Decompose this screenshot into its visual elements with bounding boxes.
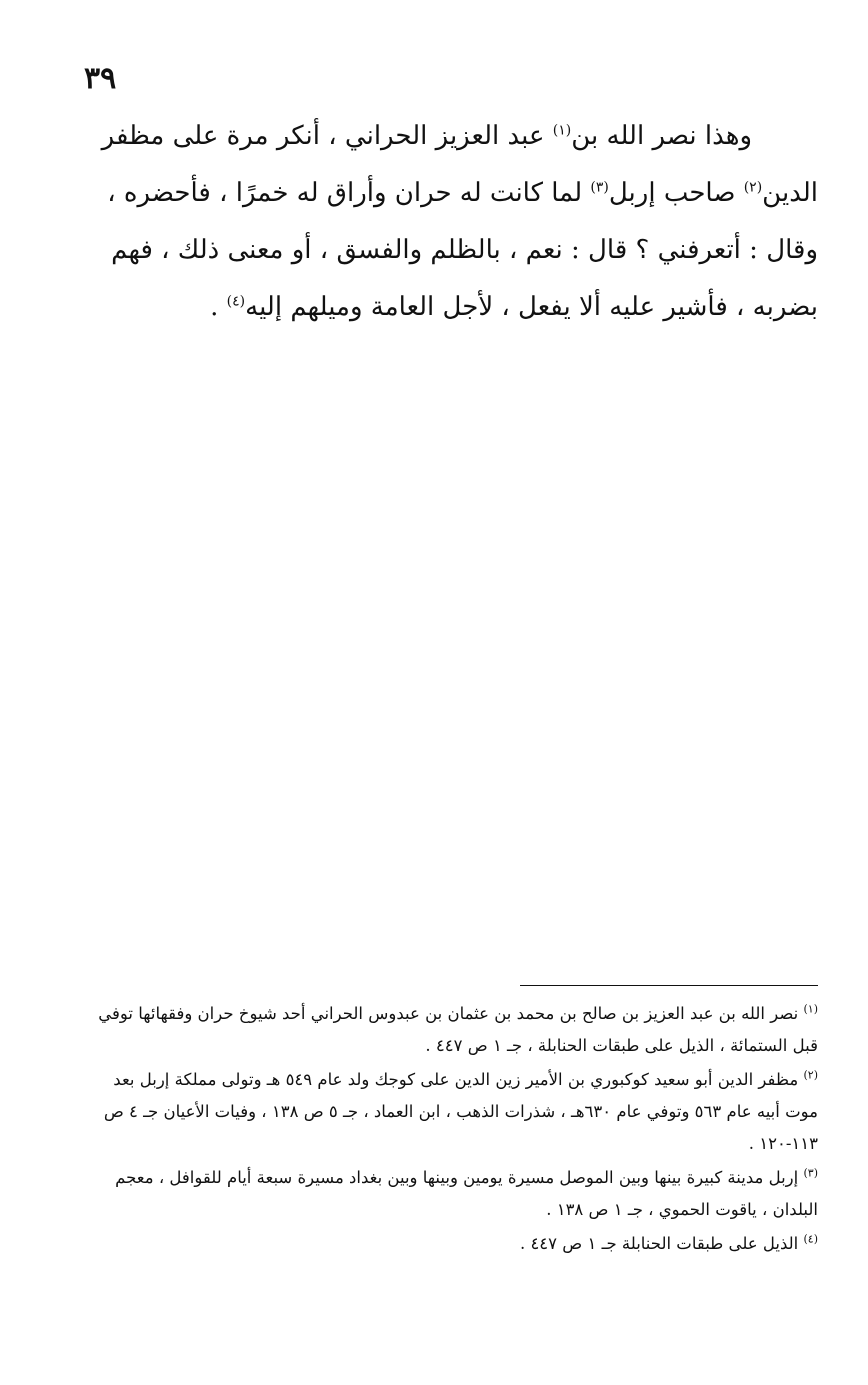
footnote-1 [80, 998, 818, 1062]
footnote-3 [80, 1162, 818, 1226]
main-paragraph [80, 108, 818, 336]
text-segment: صاحب إربل [608, 178, 744, 208]
footnote-text: مظفر الدين أبو سعيد كوكبوري بن الأمير زين الدين على كوجك ولد عام ٥٤٩ هـ وتولى مملكة إربل بعد موت أبيه عام ٥٦٣ وتوفي عام ٦٣٠هـ ، شذرات الذهب ، ابن العماد ، جـ ٥ ص ١٣٨ ، وفيات الأعيان جـ ٤ ص ١١٣-١٢٠ . [103, 1070, 818, 1153]
footnote-ref-2: (٢) [743, 179, 763, 196]
footnotes [80, 998, 818, 1262]
footnote-ref-1: (١) [552, 122, 572, 139]
footnote-separator [520, 985, 818, 986]
text-segment: عبد العزيز الحراني ، أنكر مرة على مظفر الدين [101, 121, 818, 208]
footnote-text: إربل مدينة كبيرة بينها وبين الموصل مسيرة يومين وبينها وبين بغداد مسيرة سبعة أيام للقوافل ، معجم البلدان ، ياقوت الحموي ، جـ ١ ص ١٣٨ . [115, 1168, 818, 1219]
footnote-marker: (٣) [803, 1166, 818, 1180]
footnote-text: الذيل على طبقات الحنابلة جـ ١ ص ٤٤٧ . [519, 1234, 804, 1253]
footnote-ref-3: (٣) [590, 179, 609, 196]
page-number: ٣٩ [84, 61, 117, 96]
footnote-ref-4: (٤) [226, 293, 246, 310]
text-segment: وهذا نصر الله بن [571, 121, 752, 151]
footnote-4 [80, 1228, 818, 1260]
main-text [80, 108, 818, 336]
footnote-marker: (٢) [803, 1068, 818, 1082]
text-segment: . [210, 292, 227, 322]
footnote-marker: (١) [803, 1002, 818, 1016]
footnote-marker: (٤) [803, 1232, 818, 1246]
footnote-2 [80, 1064, 818, 1160]
footnote-text: نصر الله بن عبد العزيز بن صالح بن محمد بن عثمان بن عبدوس الحراني أحد شيوخ حران وفقهائها توفي قبل الستمائة ، الذيل على طبقات الحنابلة ، جـ ١ ص ٤٤٧ . [98, 1004, 818, 1055]
text-segment: لما كانت له حران وأراق له خمرًا ، فأحضره ، وقال : أتعرفني ؟ قال : نعم ، بالظلم والفسق ، أو معنى ذلك ، فهم بضربه ، فأشير عليه ألا يفعل ، لأجل العامة وميلهم إليه [107, 178, 818, 322]
